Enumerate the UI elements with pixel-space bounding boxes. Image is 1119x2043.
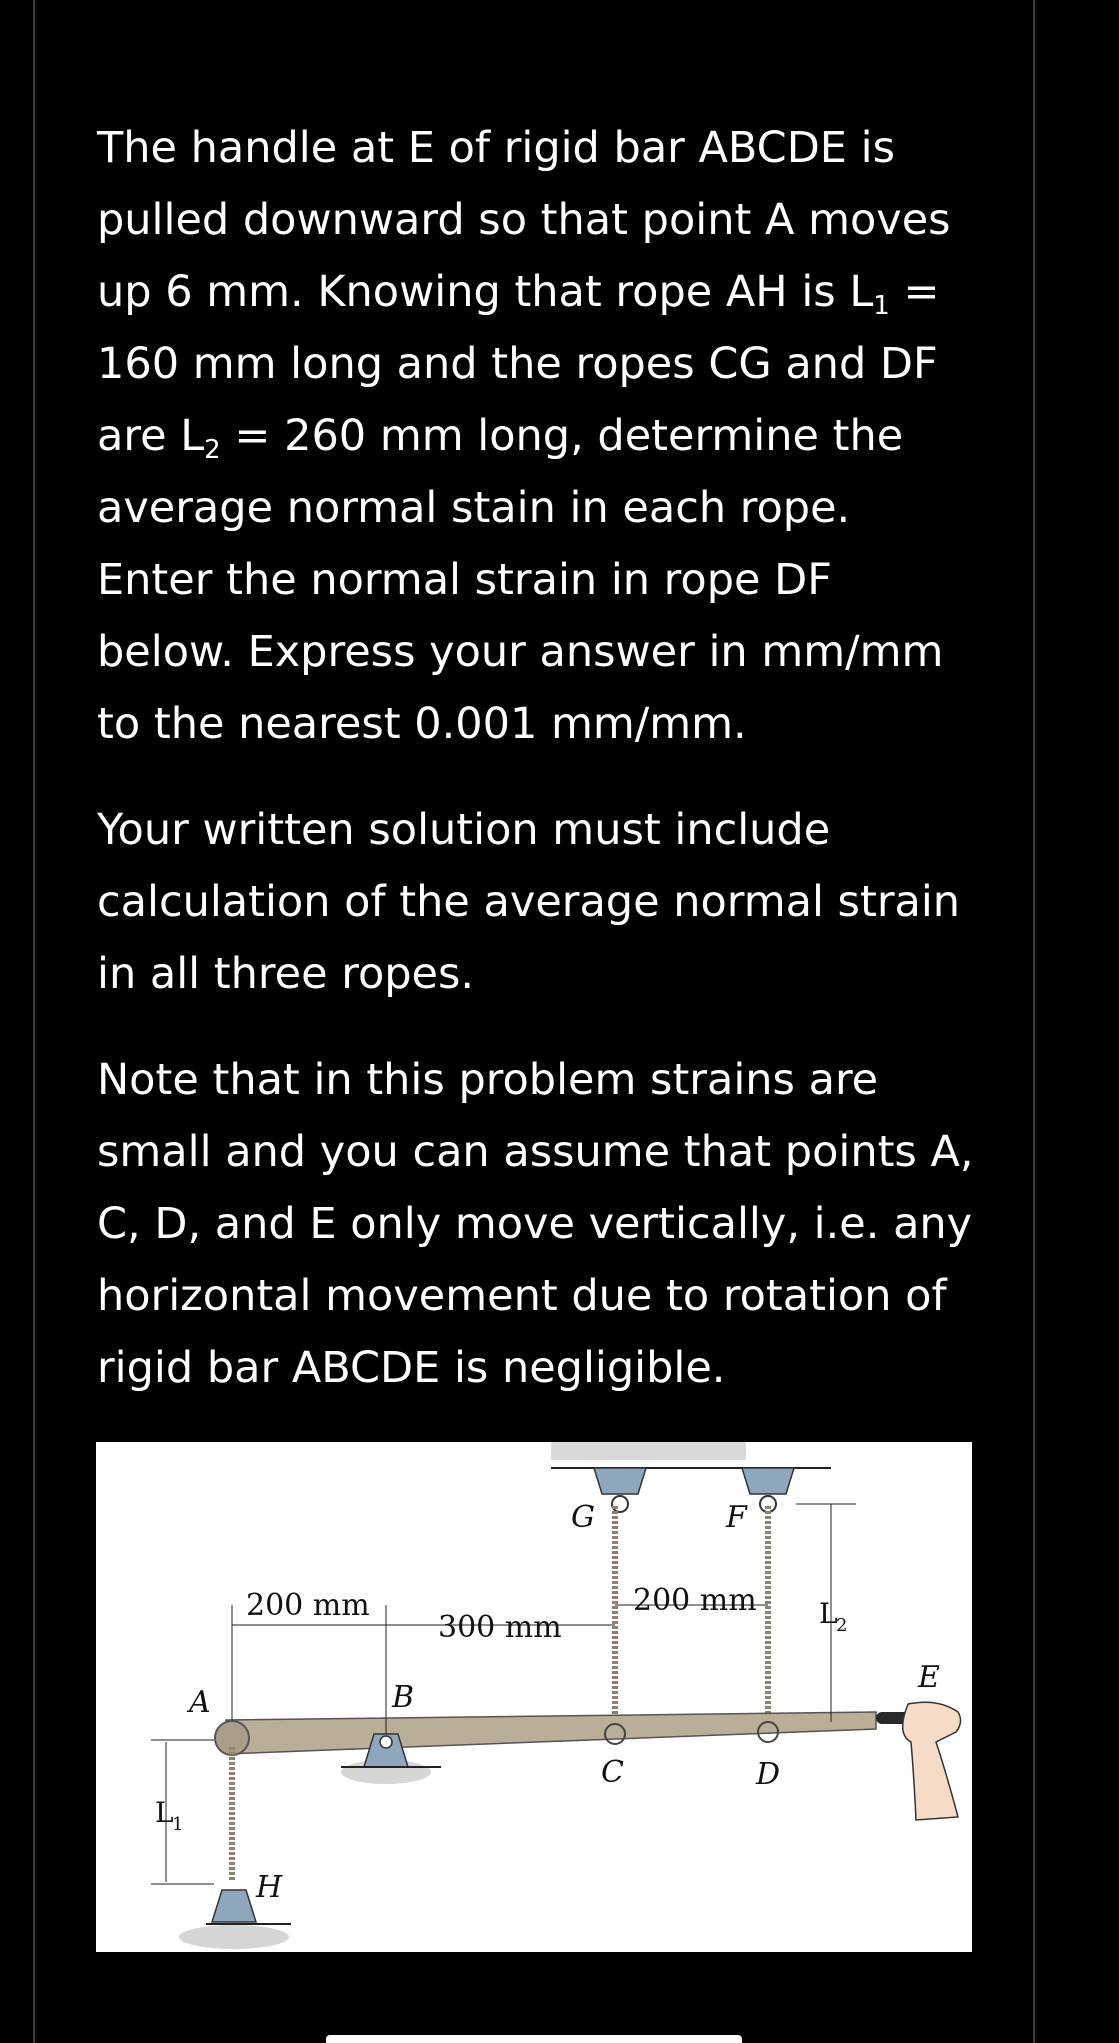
label-b: B bbox=[392, 1680, 415, 1715]
label-d: D bbox=[756, 1757, 781, 1792]
label-l1-sub: 1 bbox=[172, 1814, 184, 1835]
label-f: F bbox=[726, 1500, 747, 1535]
label-l2-sub: 2 bbox=[836, 1615, 848, 1636]
problem-statement bbox=[97, 112, 977, 760]
label-l2: L bbox=[819, 1597, 838, 1630]
pin-b bbox=[380, 1736, 392, 1748]
label-l1: L bbox=[155, 1796, 174, 1829]
hand-icon bbox=[903, 1702, 961, 1820]
problem-text-part1: The handle at E of rigid bar ABCDE is pulled downward so that point A moves up 6 mm. Knowing that rope AH is L bbox=[97, 123, 951, 317]
rigid-bar-diagram bbox=[96, 1442, 972, 1952]
ceiling bbox=[551, 1442, 746, 1460]
support-h-shadow bbox=[179, 1925, 289, 1949]
support-f bbox=[742, 1468, 794, 1494]
problem-text-part3: = 260 mm long, determine the average normal stain in each rope. Enter the normal strain in rope DF below. Express your answer in mm/mm to the nearest 0.001 mm/mm. bbox=[97, 411, 944, 749]
dim-bc-label: 300 mm bbox=[438, 1610, 562, 1645]
right-frame-border bbox=[1033, 0, 1035, 2043]
support-h bbox=[212, 1890, 256, 1922]
pulley-g bbox=[612, 1496, 628, 1512]
label-c: C bbox=[601, 1755, 624, 1790]
problem-text-part2: = 160 mm long and the ropes CG and DF are L bbox=[97, 267, 940, 461]
left-frame-border bbox=[33, 0, 35, 2043]
home-indicator[interactable] bbox=[326, 2035, 742, 2043]
support-g bbox=[594, 1468, 646, 1494]
label-a: A bbox=[189, 1685, 211, 1720]
label-g: G bbox=[571, 1500, 595, 1535]
label-h: H bbox=[256, 1870, 283, 1905]
label-e: E bbox=[918, 1660, 940, 1695]
pulley-f bbox=[760, 1496, 776, 1512]
l1-subscript: 1 bbox=[873, 291, 890, 321]
l2-subscript: 2 bbox=[204, 435, 221, 465]
question-text bbox=[97, 112, 977, 1404]
problem-figure bbox=[96, 1442, 972, 1952]
dim-ab-label: 200 mm bbox=[246, 1588, 370, 1623]
small-strain-note: Note that in this problem strains are small and you can assume that points A, C, D, and E only move vertically, i.e. any horizontal movement due to rotation of rigid bar ABCDE is negligible. bbox=[97, 1055, 974, 1393]
dim-cd-label: 200 mm bbox=[633, 1583, 757, 1618]
written-solution-note: Your written solution must include calculation of the average normal strain in all three ropes. bbox=[97, 805, 961, 999]
